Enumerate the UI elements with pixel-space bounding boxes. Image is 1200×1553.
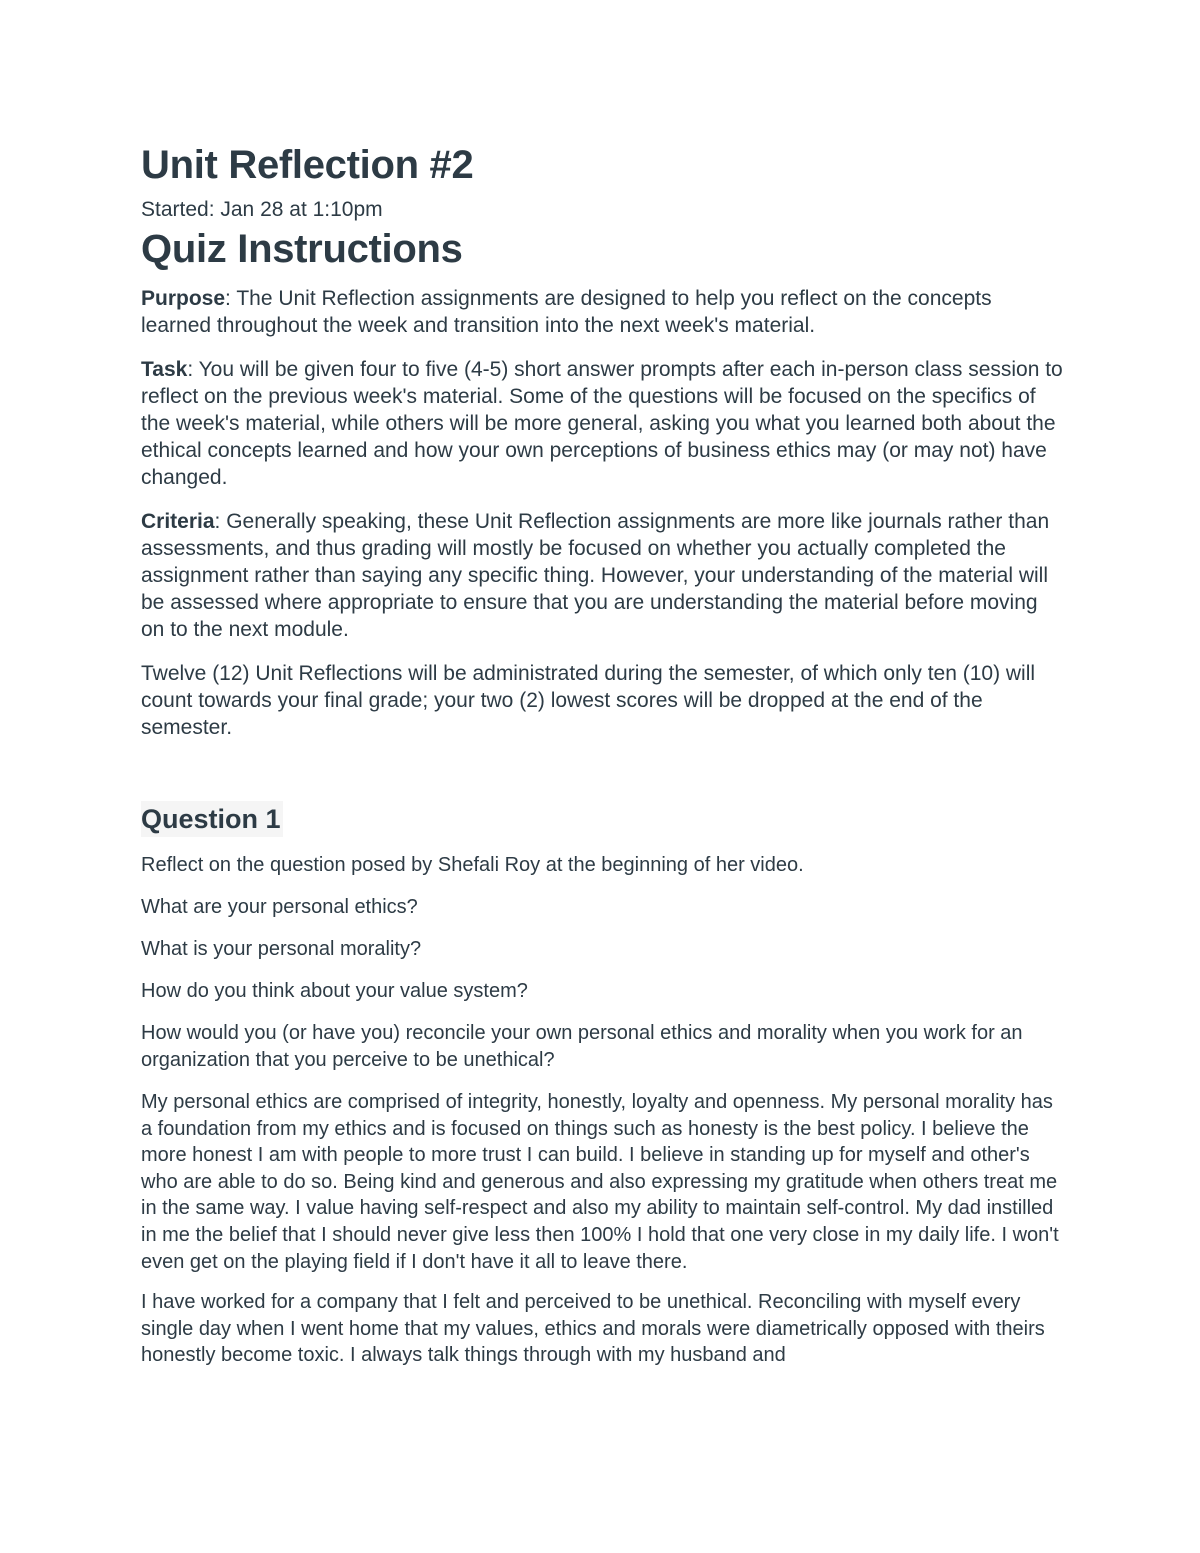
criteria-paragraph [141, 508, 1066, 643]
instructions-section [141, 285, 1066, 741]
question-prompt: How would you (or have you) reconcile your own personal ethics and morality when you work for an organization that you perceive to be unethical? [141, 1022, 1023, 1071]
criteria-label: Criteria [141, 510, 215, 533]
answer-paragraph: I have worked for a company that I felt and perceived to be unethical. Reconciling with myself every single day when I went home that my values, ethics and morals were diametrically opposed with theirs honestly become toxic. I always talk things through with my husband and [141, 1291, 1045, 1367]
purpose-label: Purpose [141, 287, 226, 310]
question-1 [141, 801, 1066, 1369]
question-prompt: How do you think about your value system? [141, 980, 528, 1002]
started-timestamp: Started: Jan 28 at 1:10pm [141, 198, 383, 221]
question-title: Question 1 [141, 801, 283, 837]
task-label: Task [141, 358, 188, 381]
grading-note: Twelve (12) Unit Reflections will be administrated during the semester, of which only ten (10) will count towards your final grade; your two (2) lowest scores will be dropped at the end of the semester. [141, 662, 1036, 739]
criteria-text: : Generally speaking, these Unit Reflection assignments are more like journals rather than assessments, and thus grading will mostly be focused on whether you actually completed the assignment rather than saying any specific thing. However, your understanding of the material will be assessed where appropriate to ensure that you are understanding the material before moving on to the next module. [141, 510, 1050, 641]
task-paragraph [141, 356, 1066, 491]
question-prompt: What are your personal ethics? [141, 896, 418, 918]
page-title: Unit Reflection #2 [141, 143, 474, 187]
task-text: : You will be given four to five (4-5) short answer prompts after each in-person class session to reflect on the previous week's material. Some of the questions will be focused on the specifics of the week's material, while others will be more general, asking you what you learned both about the ethical concepts learned and how your own perceptions of business ethics may (or may not) have changed. [141, 358, 1063, 489]
purpose-paragraph [141, 285, 1066, 339]
answer-paragraph: My personal ethics are comprised of integrity, honestly, loyalty and openness. My personal morality has a foundation from my ethics and is focused on things such as honesty is the best policy. I believe the more honest I am with people to more trust I can build. I believe in standing up for myself and other's who are able to do so. Being kind and generous and also expressing my gratitude when others treat me in the same way. I value having self-respect and also my ability to maintain self-control. My dad instilled in me the belief that I should never give less then 100% I hold that one very close in my daily life. I won't even get on the playing field if I don't have it all to leave there. [141, 1091, 1059, 1273]
question-prompt: Reflect on the question posed by Shefali Roy at the beginning of her video. [141, 854, 804, 876]
quiz-instructions-heading: Quiz Instructions [141, 227, 463, 271]
purpose-text: : The Unit Reflection assignments are designed to help you reflect on the concepts learned throughout the week and transition into the next week's material. [141, 287, 992, 337]
question-prompt: What is your personal morality? [141, 938, 422, 960]
document-page [141, 138, 1066, 1383]
